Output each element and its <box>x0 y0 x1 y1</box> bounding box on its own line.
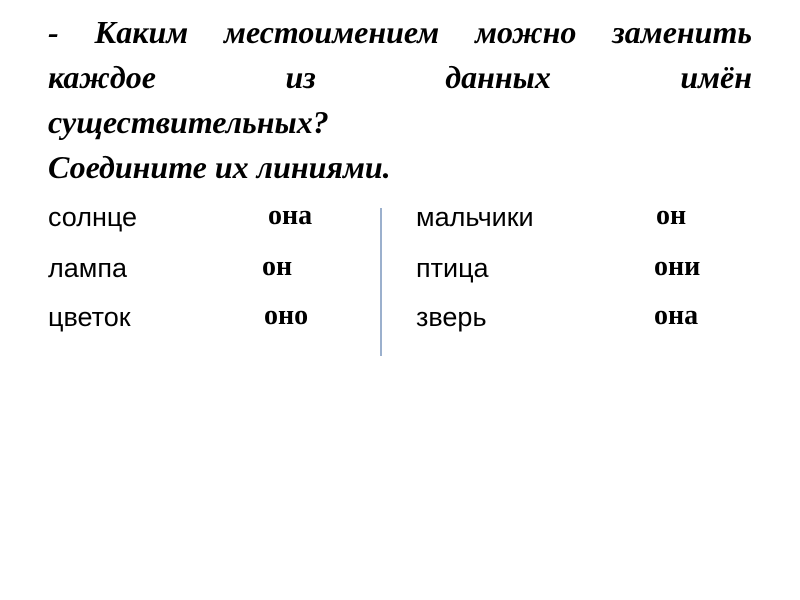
right-pronoun-2: они <box>654 251 701 282</box>
right-noun-2: птица <box>416 253 489 283</box>
right-pronoun-3: она <box>654 300 699 331</box>
instruction-text: Соедините их линиями. <box>48 149 391 185</box>
left-pronoun-3: оно <box>264 300 309 331</box>
right-noun-3: зверь <box>416 302 487 332</box>
question-line-2 <box>48 55 752 100</box>
question-word: Каким <box>94 14 189 50</box>
left-pronoun-2: он <box>262 251 293 282</box>
question-line-3 <box>48 100 752 145</box>
column-divider <box>380 208 382 356</box>
question-word: можно <box>475 14 577 50</box>
left-pronoun-1: она <box>268 200 313 231</box>
left-noun-2: лампа <box>48 253 127 283</box>
question-word: - <box>48 14 59 50</box>
question-word: существительных? <box>48 104 329 140</box>
question-text <box>48 10 752 190</box>
question-word: заменить <box>612 14 752 50</box>
question-line-1 <box>48 10 752 55</box>
question-word: имён <box>680 59 752 95</box>
question-word: данных <box>445 59 551 95</box>
question-word: из <box>285 59 316 95</box>
question-word: местоимением <box>224 14 440 50</box>
left-noun-3: цветок <box>48 302 131 332</box>
question-word: каждое <box>48 59 156 95</box>
right-noun-1: мальчики <box>416 202 534 232</box>
right-pronoun-1: он <box>656 200 687 231</box>
left-noun-1: солнце <box>48 202 138 232</box>
instruction-line <box>48 145 752 190</box>
